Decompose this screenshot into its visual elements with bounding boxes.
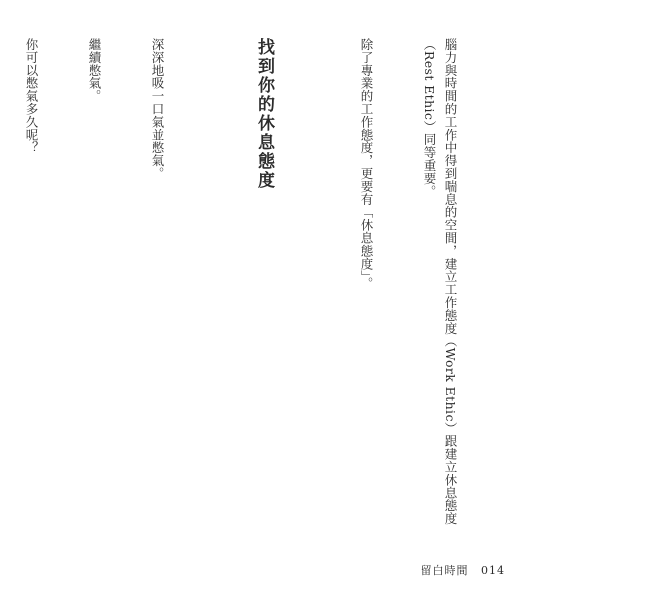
paragraph: 深深地吸一口氣並憋氣。 <box>150 38 165 180</box>
paragraph: 繼續憋氣。 <box>87 38 102 103</box>
running-title: 留白時間 <box>420 564 469 577</box>
section-heading: 找到你的休息態度 <box>254 38 274 190</box>
paragraph: 除了專業的工作態度，更要有「休息態度」。 <box>359 38 374 290</box>
page-number: 014 <box>481 564 505 577</box>
page-footer <box>421 562 506 578</box>
paragraph-continued: 腦力與時間的工作中得到喘息的空間，建立工作態度（Work Ethic）跟建立休息態度（Rest Ethic）同等重要。 <box>422 38 458 526</box>
vertical-text-block <box>0 38 503 538</box>
paragraph: 你可以憋氣多久呢？ <box>24 38 39 155</box>
